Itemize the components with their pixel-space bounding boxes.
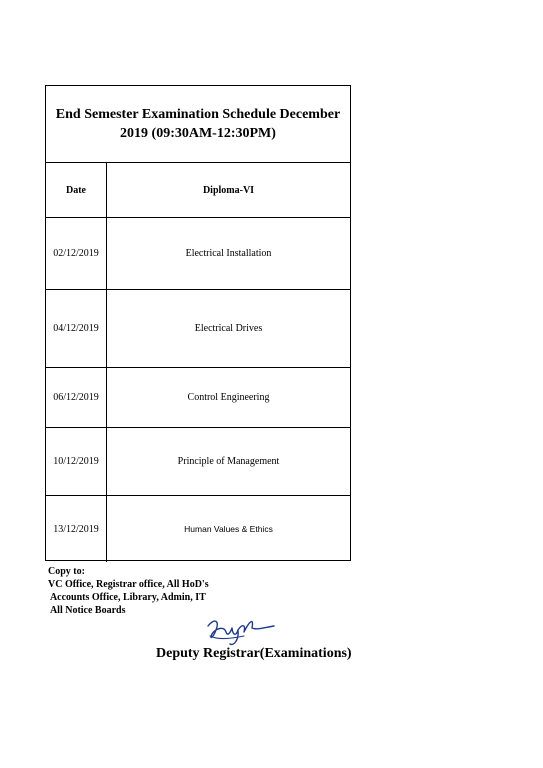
table-row (46, 428, 350, 496)
table-row (46, 368, 350, 428)
row-date: 02/12/2019 (46, 218, 107, 289)
row-date: 13/12/2019 (46, 496, 107, 562)
table-row (46, 218, 350, 290)
row-subject: Electrical Drives (194, 323, 263, 334)
copy-to-heading: Copy to: (48, 566, 85, 577)
copy-to-line: Accounts Office, Library, Admin, IT (48, 592, 206, 603)
table-header-row (46, 163, 350, 218)
row-subject: Control Engineering (187, 392, 270, 403)
signature-image (200, 614, 280, 648)
signatory-designation: Deputy Registrar(Examinations) (156, 646, 352, 661)
row-subject: Human Values & Ethics (184, 524, 273, 534)
copy-to-line: All Notice Boards (48, 605, 126, 616)
schedule-title (46, 86, 350, 163)
table-row (46, 496, 350, 562)
row-subject: Principle of Management (177, 456, 280, 467)
table-row (46, 290, 350, 368)
header-date: Date (46, 163, 107, 217)
exam-schedule-table (45, 85, 351, 561)
schedule-title-line2: 2019 (09:30AM-12:30PM) (120, 126, 276, 141)
header-program: Diploma-VI (202, 184, 255, 196)
row-subject: Electrical Installation (185, 248, 272, 259)
row-date: 04/12/2019 (46, 290, 107, 367)
copy-to-line: VC Office, Registrar office, All HoD's (48, 579, 209, 590)
row-date: 06/12/2019 (46, 368, 107, 427)
row-date: 10/12/2019 (46, 428, 107, 495)
schedule-title-line1: End Semester Examination Schedule December (55, 107, 341, 122)
